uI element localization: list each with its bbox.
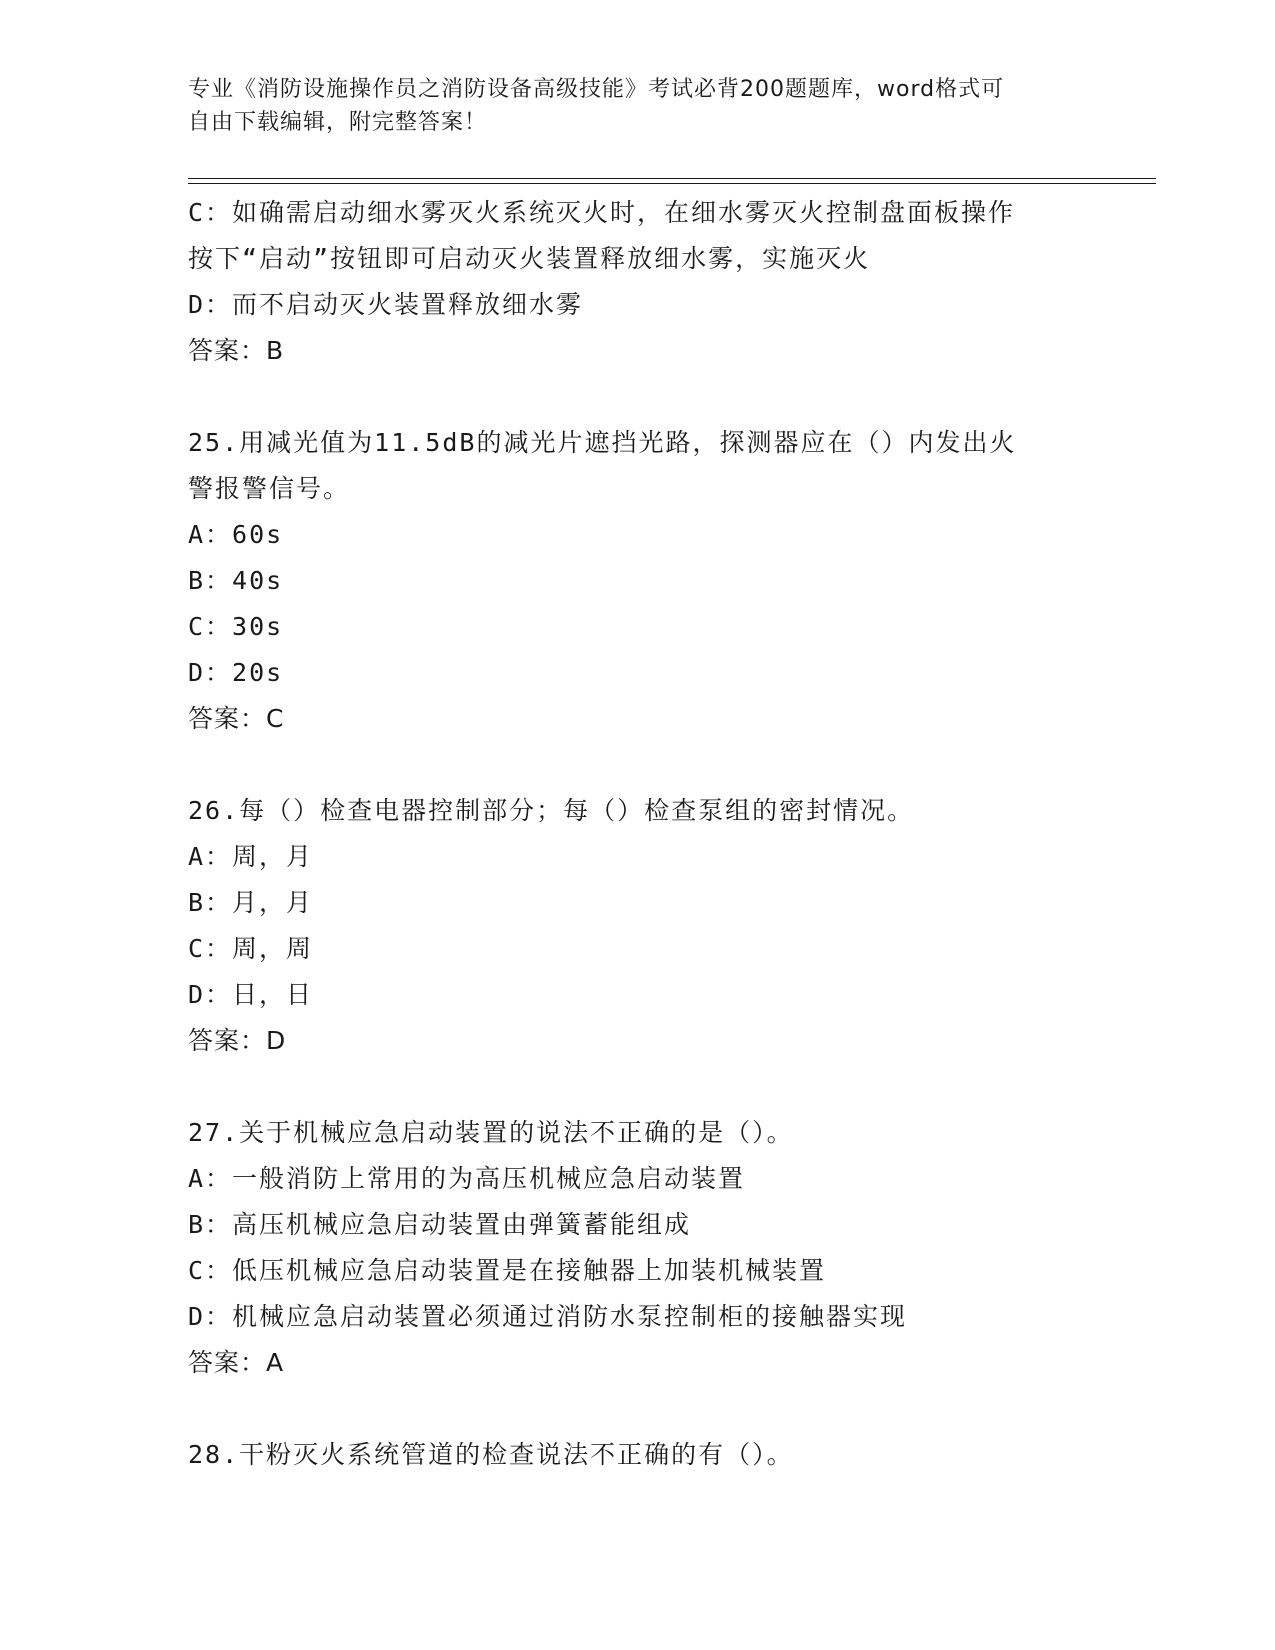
question-24-tail	[188, 190, 1088, 374]
question-stem: 28.干粉灭火系统管道的检查说法不正确的有（）。	[188, 1440, 794, 1469]
header-line-1: 专业《消防设施操作员之消防设备高级技能》考试必背200题题库，word格式可	[188, 77, 1005, 102]
answer: 答案：C	[188, 704, 285, 733]
option-a: A：60s	[188, 520, 284, 549]
question-25	[188, 420, 1088, 742]
question-26	[188, 788, 1088, 1064]
question-stem: 26.每（）检查电器控制部分；每（）检查泵组的密封情况。	[188, 796, 915, 825]
question-27	[188, 1110, 1088, 1386]
option-a: A：周，月	[188, 842, 314, 871]
option-d: D：而不启动灭火装置释放细水雾	[188, 290, 584, 319]
option-b: B：40s	[188, 566, 284, 595]
header-rule-top	[188, 178, 1156, 179]
question-list	[188, 190, 1088, 1478]
option-d: D：20s	[188, 658, 284, 687]
question-28	[188, 1432, 1088, 1478]
spacer	[188, 1386, 1088, 1432]
header-line-2: 自由下载编辑，附完整答案！	[188, 110, 488, 135]
option-d: D：机械应急启动装置必须通过消防水泵控制柜的接触器实现	[188, 1302, 908, 1331]
answer: 答案：D	[188, 1026, 287, 1055]
option-c-line-2: 按下“启动”按钮即可启动灭火装置释放细水雾，实施灭火	[188, 244, 871, 273]
option-a: A：一般消防上常用的为高压机械应急启动装置	[188, 1164, 746, 1193]
option-c: C：低压机械应急启动装置是在接触器上加装机械装置	[188, 1256, 827, 1285]
question-stem-line-1: 25.用减光值为11.5dB的减光片遮挡光路，探测器应在（）内发出火	[188, 428, 1017, 457]
option-d: D：日，日	[188, 980, 314, 1009]
answer: 答案：A	[188, 1348, 285, 1377]
spacer	[188, 1064, 1088, 1110]
spacer	[188, 742, 1088, 788]
option-c: C：周，周	[188, 934, 314, 963]
option-b: B：月，月	[188, 888, 314, 917]
option-b: B：高压机械应急启动装置由弹簧蓄能组成	[188, 1210, 692, 1239]
option-c: C：30s	[188, 612, 284, 641]
question-stem: 27.关于机械应急启动装置的说法不正确的是（）。	[188, 1118, 794, 1147]
option-c-line-1: C：如确需启动细水雾灭火系统灭火时，在细水雾灭火控制盘面板操作	[188, 198, 1016, 227]
document-header	[188, 73, 1068, 139]
spacer	[188, 374, 1088, 420]
header-rule-bottom	[188, 183, 1156, 184]
question-stem-line-2: 警报警信号。	[188, 474, 351, 503]
answer: 答案：B	[188, 336, 285, 365]
